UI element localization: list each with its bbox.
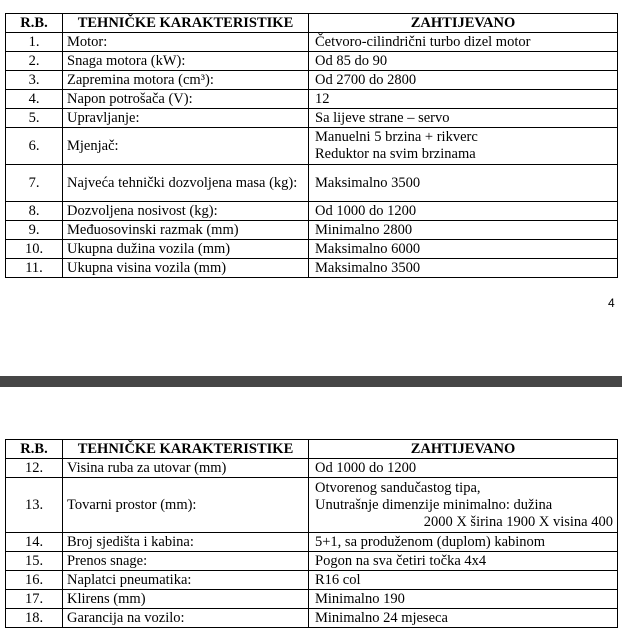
cell-required — [309, 71, 618, 90]
cell-characteristic: Snaga motora (kW): — [63, 52, 309, 71]
cell-required — [309, 240, 618, 259]
table-header-row — [6, 440, 618, 459]
table-row — [6, 609, 618, 628]
table-header-row — [6, 14, 618, 33]
cell-characteristic: Motor: — [63, 33, 309, 52]
table-row — [6, 90, 618, 109]
cell-rb: 3. — [6, 71, 63, 90]
cell-characteristic: Ukupna dužina vozila (mm) — [63, 240, 309, 259]
cell-rb: 16. — [6, 571, 63, 590]
cell-characteristic: Upravljanje: — [63, 109, 309, 128]
specifications-table-part-1 — [5, 13, 618, 278]
required-line: 12 — [315, 90, 330, 107]
required-line: Unutrašnje dimenzije minimalno: dužina — [315, 496, 553, 513]
required-line: R16 col — [315, 571, 361, 588]
cell-required — [309, 552, 618, 571]
cell-characteristic: Klirens (mm) — [63, 590, 309, 609]
cell-required — [309, 590, 618, 609]
table-row — [6, 240, 618, 259]
table-row — [6, 165, 618, 202]
cell-rb: 1. — [6, 33, 63, 52]
table-row — [6, 590, 618, 609]
required-line: Od 1000 do 1200 — [315, 459, 417, 476]
cell-rb: 9. — [6, 221, 63, 240]
header-required: ZAHTIJEVANO — [309, 14, 618, 33]
cell-rb: 13. — [6, 478, 63, 533]
cell-required — [309, 478, 618, 533]
cell-required — [309, 571, 618, 590]
cell-characteristic: Broj sjedišta i kabina: — [63, 533, 309, 552]
cell-required — [309, 90, 618, 109]
cell-required — [309, 533, 618, 552]
page-number: 4 — [608, 296, 615, 310]
table-row — [6, 33, 618, 52]
cell-rb: 7. — [6, 165, 63, 202]
cell-rb: 6. — [6, 128, 63, 165]
header-characteristics: TEHNIČKE KARAKTERISTIKE — [63, 440, 309, 459]
table-row — [6, 459, 618, 478]
required-line: Sa lijeve strane – servo — [315, 109, 450, 126]
cell-characteristic: Međuosovinski razmak (mm) — [63, 221, 309, 240]
table-row — [6, 571, 618, 590]
required-line: 2000 X širina 1900 X visina 400 — [423, 513, 613, 530]
cell-required — [309, 33, 618, 52]
cell-characteristic: Zapremina motora (cm³): — [63, 71, 309, 90]
table-row — [6, 552, 618, 571]
cell-characteristic: Naplatci pneumatika: — [63, 571, 309, 590]
cell-required — [309, 128, 618, 165]
required-line: Otvorenog sandučastog tipa, — [315, 479, 481, 496]
cell-characteristic: Tovarni prostor (mm): — [63, 478, 309, 533]
required-line: Manuelni 5 brzina + rikverc — [315, 129, 478, 145]
cell-required — [309, 609, 618, 628]
cell-rb: 10. — [6, 240, 63, 259]
cell-required — [309, 459, 618, 478]
table-row — [6, 533, 618, 552]
page-separator — [0, 376, 622, 387]
cell-characteristic: Visina ruba za utovar (mm) — [63, 459, 309, 478]
required-line: Od 85 do 90 — [315, 52, 388, 69]
table-row — [6, 202, 618, 221]
required-line: Od 2700 do 2800 — [315, 71, 417, 88]
cell-required — [309, 202, 618, 221]
cell-required — [309, 109, 618, 128]
cell-rb: 5. — [6, 109, 63, 128]
cell-characteristic: Prenos snage: — [63, 552, 309, 571]
table-row — [6, 71, 618, 90]
cell-required — [309, 221, 618, 240]
required-line: Pogon na sva četiri točka 4x4 — [315, 552, 487, 569]
cell-rb: 17. — [6, 590, 63, 609]
cell-rb: 18. — [6, 609, 63, 628]
cell-characteristic: Dozvoljena nosivost (kg): — [63, 202, 309, 221]
required-line: Reduktor na svim brzinama — [315, 146, 476, 162]
table-row — [6, 128, 618, 165]
specifications-table-part-2 — [5, 439, 618, 628]
cell-rb: 11. — [6, 259, 63, 278]
required-line: Maksimalno 6000 — [315, 240, 421, 257]
cell-rb: 4. — [6, 90, 63, 109]
required-line: Minimalno 190 — [315, 590, 405, 607]
header-required: ZAHTIJEVANO — [309, 440, 618, 459]
header-characteristics: TEHNIČKE KARAKTERISTIKE — [63, 14, 309, 33]
cell-rb: 15. — [6, 552, 63, 571]
cell-characteristic: Najveća tehnički dozvoljena masa (kg): — [63, 165, 309, 202]
table-row — [6, 109, 618, 128]
cell-characteristic: Napon potrošača (V): — [63, 90, 309, 109]
cell-required — [309, 165, 618, 202]
cell-required — [309, 259, 618, 278]
cell-rb: 12. — [6, 459, 63, 478]
table-row — [6, 259, 618, 278]
required-line: Maksimalno 3500 — [315, 259, 421, 276]
cell-rb: 8. — [6, 202, 63, 221]
cell-characteristic: Garancija na vozilo: — [63, 609, 309, 628]
table-row — [6, 478, 618, 533]
cell-characteristic: Ukupna visina vozila (mm) — [63, 259, 309, 278]
cell-rb: 2. — [6, 52, 63, 71]
cell-rb: 14. — [6, 533, 63, 552]
required-line: Od 1000 do 1200 — [315, 202, 417, 219]
required-line: 5+1, sa produženom (duplom) kabinom — [315, 533, 546, 550]
header-rb: R.B. — [6, 440, 63, 459]
required-line: Minimalno 24 mjeseca — [315, 609, 448, 626]
required-line: Minimalno 2800 — [315, 221, 413, 238]
cell-required — [309, 52, 618, 71]
required-line: Četvoro-cilindrični turbo dizel motor — [315, 33, 531, 50]
table-row — [6, 221, 618, 240]
header-rb: R.B. — [6, 14, 63, 33]
required-line: Maksimalno 3500 — [315, 174, 421, 191]
cell-characteristic: Mjenjač: — [63, 128, 309, 165]
table-row — [6, 52, 618, 71]
